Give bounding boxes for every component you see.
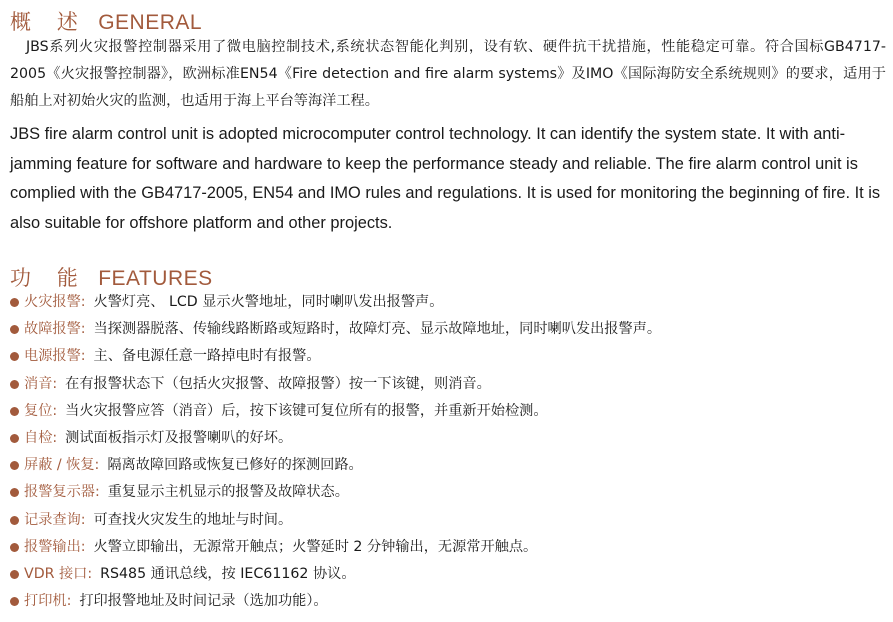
feature-label: VDR 接口: — [24, 565, 93, 582]
bullet-icon — [10, 434, 19, 443]
feature-item-shield-restore — [10, 452, 886, 479]
feature-label: 屏蔽 / 恢复: — [24, 457, 100, 474]
feature-item-reset — [10, 398, 886, 425]
feature-item-record-query — [10, 507, 886, 534]
feature-item-fault-alarm — [10, 316, 886, 343]
bullet-icon — [10, 488, 19, 497]
feature-text: RS485 通讯总线，按 IEC61162 协议。 — [100, 565, 356, 582]
feature-text: 隔离故障回路或恢复已修好的探测回路。 — [107, 457, 363, 474]
feature-text: 打印报警地址及时间记录（选加功能）。 — [79, 593, 328, 610]
bullet-icon — [10, 570, 19, 579]
feature-text: 火警立即输出，无源常开触点；火警延时 2 分钟输出，无源常开触点。 — [93, 538, 538, 555]
feature-label: 记录查询: — [24, 511, 86, 528]
feature-text: 当火灾报警应答（消音）后，按下该键可复位所有的报警，并重新开始检测。 — [65, 402, 548, 419]
feature-label: 消音: — [24, 375, 58, 392]
general-paragraph-cn: JBS系列火灾报警控制器采用了微电脑控制技术,系统状态智能化判别，设有软、硬件抗干扰措施，性能稳定可靠。符合国标GB4717-2005《火灾报警控制器》，欧洲标准EN54《Fire detection and fire alarm systems》及IMO《国际海防安全系统规则》的要求，适用于船舶上对初始火灾的监测，也适用于海上平台等海洋工程。 — [10, 39, 886, 109]
general-paragraph-en: JBS fire alarm control unit is adopted microcomputer control technology. It can identify the system state. It with anti-jamming feature for software and hardware to keep the performance steady and reliable. The fire alarm control unit is complied with the GB4717-2005, EN54 and IMO rules and regulations. It is used for monitoring the beginning of fire. It is also suitable for offshore platform and other projects. — [10, 125, 881, 232]
feature-label: 电源报警: — [24, 348, 86, 365]
feature-text: 当探测器脱落、传输线路断路或短路时，故障灯亮、显示故障地址，同时喇叭发出报警声。 — [93, 321, 662, 338]
bullet-icon — [10, 597, 19, 606]
feature-item-vdr-interface — [10, 561, 886, 588]
feature-item-repeater — [10, 479, 886, 506]
feature-item-silence — [10, 371, 886, 398]
bullet-icon — [10, 352, 19, 361]
general-paragraph-cn-block — [10, 34, 886, 115]
features-heading-en: FEATURES — [98, 267, 213, 290]
general-heading-cn: 概 述 — [10, 11, 88, 34]
general-heading-en: GENERAL — [98, 11, 203, 34]
bullet-icon — [10, 325, 19, 334]
feature-label: 自检: — [24, 429, 58, 446]
feature-text: 重复显示主机显示的报警及故障状态。 — [107, 484, 349, 501]
bullet-icon — [10, 543, 19, 552]
feature-text: 主、备电源任意一路掉电时有报警。 — [93, 348, 321, 365]
bullet-icon — [10, 298, 19, 307]
feature-label: 报警复示器: — [24, 484, 100, 501]
feature-text: 在有报警状态下（包括火灾报警、故障报警）按一下该键，则消音。 — [65, 375, 491, 392]
feature-label: 复位: — [24, 402, 58, 419]
feature-label: 火灾报警: — [24, 294, 86, 310]
feature-item-alarm-output — [10, 534, 886, 561]
bullet-icon — [10, 461, 19, 470]
feature-item-printer — [10, 588, 886, 615]
feature-text: 火警灯亮、 LCD 显示火警地址，同时喇叭发出报警声。 — [93, 294, 444, 310]
features-heading-cn: 功 能 — [10, 267, 88, 290]
feature-text: 可查找火灾发生的地址与时间。 — [93, 511, 293, 528]
bullet-icon — [10, 516, 19, 525]
features-list — [10, 289, 886, 615]
bullet-icon — [10, 380, 19, 389]
feature-item-self-test — [10, 425, 886, 452]
bullet-icon — [10, 407, 19, 416]
feature-label: 报警输出: — [24, 538, 86, 555]
feature-text: 测试面板指示灯及报警喇叭的好坏。 — [65, 429, 293, 446]
general-heading — [10, 6, 202, 36]
feature-item-fire-alarm — [10, 289, 886, 316]
feature-label: 故障报警: — [24, 321, 86, 338]
feature-label: 打印机: — [24, 593, 72, 610]
feature-item-power-alarm — [10, 343, 886, 370]
features-heading — [10, 262, 213, 292]
